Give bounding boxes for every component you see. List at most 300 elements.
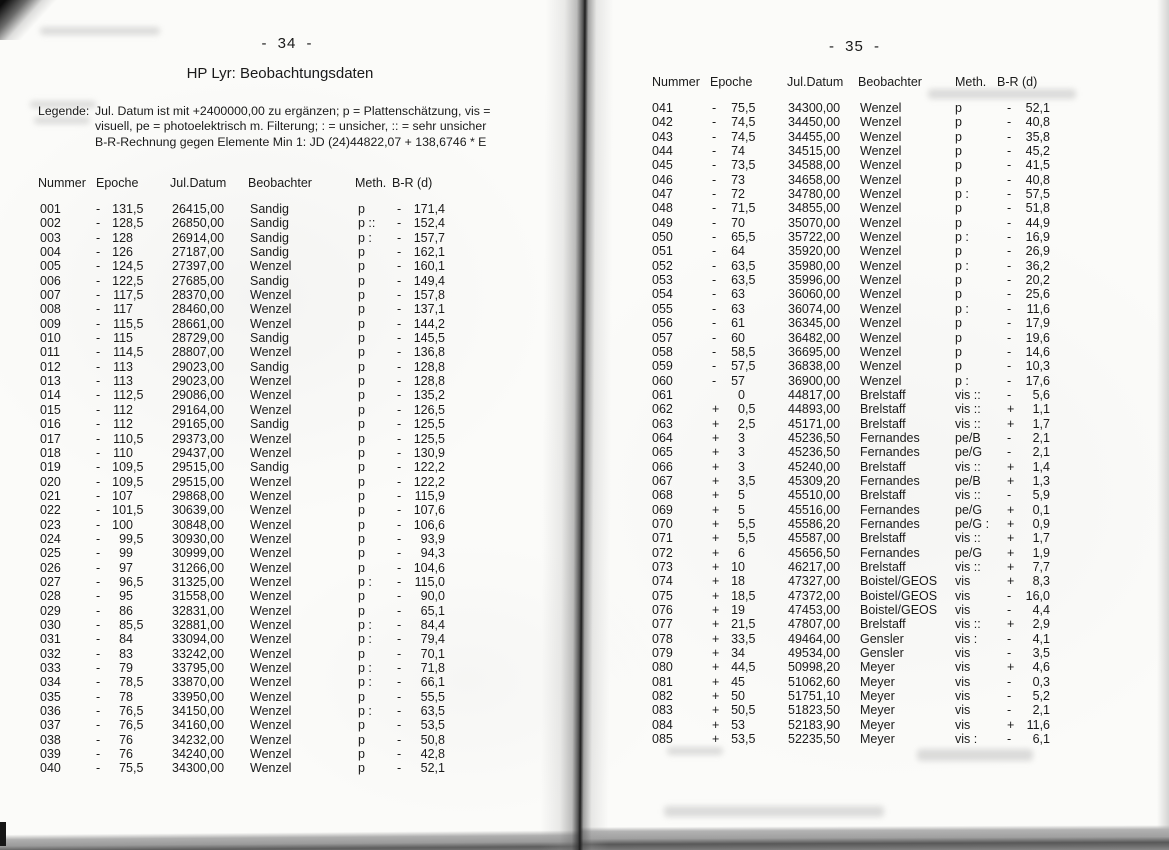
cell-epoche-sign: -: [96, 718, 101, 733]
cell-meth: p: [955, 316, 962, 331]
cell-br-sign: -: [397, 302, 402, 317]
table-row: [584, 101, 1169, 115]
cell-meth: p: [358, 560, 365, 575]
cell-jul-datum: 45510,00: [788, 488, 841, 503]
cell-meth: vis ::: [955, 560, 981, 574]
cell-nummer: 080: [652, 660, 673, 675]
cell-beobachter: Sandig: [250, 245, 289, 260]
cell-epoche-decimal: ,5: [745, 631, 756, 646]
cell-beobachter: Wenzel: [860, 215, 902, 230]
cell-epoche-value: 53: [731, 732, 745, 747]
cell-epoche-decimal: ,5: [133, 531, 144, 546]
cell-nummer: 055: [652, 301, 673, 316]
cell-nummer: 070: [652, 516, 673, 531]
cell-epoche-decimal: ,5: [745, 402, 756, 417]
cell-meth: vis: [955, 703, 971, 718]
cell-epoche-sign: +: [712, 717, 720, 732]
cell-jul-datum: 27685,00: [172, 273, 225, 288]
cell-meth: p: [358, 202, 365, 216]
cell-jul-datum: 36482,00: [788, 330, 841, 345]
cell-br-value: 93,9: [420, 531, 445, 546]
legend-label: Legende:: [38, 104, 90, 118]
cell-beobachter: Wenzel: [250, 732, 292, 747]
cell-meth: p: [955, 129, 962, 144]
cell-nummer: 049: [652, 215, 673, 230]
cell-meth: p :: [358, 617, 372, 632]
cell-beobachter: Wenzel: [250, 574, 292, 589]
cell-jul-datum: 36074,00: [788, 301, 841, 316]
cell-jul-datum: 29086,00: [172, 388, 225, 403]
cell-jul-datum: 29515,00: [172, 474, 225, 489]
cell-epoche-sign: -: [96, 316, 101, 331]
cell-beobachter: Fernandes: [860, 473, 920, 488]
cell-epoche-decimal: ,5: [133, 345, 144, 360]
cell-meth: p :: [955, 301, 969, 316]
cell-nummer: 037: [40, 718, 61, 733]
cell-br-sign: -: [397, 546, 402, 561]
cell-br-sign: -: [397, 488, 402, 503]
table-row: [0, 259, 584, 273]
cell-br-sign: +: [1007, 402, 1015, 417]
cell-jul-datum: 32881,00: [172, 617, 225, 632]
table-row: [584, 331, 1169, 345]
cell-epoche-value: 3: [738, 445, 745, 460]
cell-br-sign: -: [397, 474, 402, 489]
cell-epoche-value: 64: [731, 244, 745, 259]
cell-epoche-sign: -: [712, 373, 717, 388]
cell-epoche-value: 86: [119, 603, 133, 618]
cell-nummer: 025: [40, 546, 61, 561]
cell-epoche-value: 97: [119, 560, 133, 575]
cell-nummer: 073: [652, 560, 673, 574]
cell-br-value: 0,1: [1032, 502, 1050, 517]
cell-epoche-sign: -: [96, 488, 101, 503]
cell-br-sign: +: [1007, 560, 1015, 574]
cell-meth: vis ::: [955, 531, 981, 546]
cell-beobachter: Sandig: [250, 230, 289, 245]
table-row: [584, 130, 1169, 144]
cell-epoche-value: 99: [119, 546, 133, 561]
cell-epoche-value: 3: [738, 473, 745, 488]
table-row: [584, 488, 1169, 502]
cell-epoche-value: 115: [113, 331, 133, 346]
table-row: [0, 518, 584, 532]
cell-epoche-value: 113: [113, 359, 133, 374]
cell-epoche-sign: +: [712, 516, 720, 531]
cell-br-value: 2,9: [1032, 617, 1050, 632]
cell-epoche-decimal: ,5: [745, 473, 756, 488]
cell-nummer: 007: [40, 288, 61, 303]
cell-beobachter: Meyer: [860, 732, 895, 747]
cell-jul-datum: 32831,00: [172, 603, 225, 618]
cell-meth: p: [955, 115, 962, 130]
cell-br-value: 40,8: [1025, 172, 1050, 187]
cell-jul-datum: 45236,50: [788, 430, 841, 445]
cell-beobachter: Wenzel: [250, 474, 292, 489]
table-row: [584, 474, 1169, 488]
table-row: [0, 417, 584, 431]
cell-epoche-decimal: ,5: [133, 761, 144, 776]
cell-epoche-value: 74: [731, 144, 745, 159]
cell-nummer: 078: [652, 631, 673, 646]
cell-br-sign: -: [397, 560, 402, 575]
cell-jul-datum: 34515,00: [788, 144, 841, 159]
cell-meth: p: [358, 460, 365, 475]
table-row: [0, 460, 584, 474]
cell-jul-datum: 36695,00: [788, 344, 841, 359]
cell-meth: p: [358, 316, 365, 331]
cell-nummer: 079: [652, 646, 673, 661]
cell-epoche-sign: -: [96, 417, 101, 432]
cell-epoche-decimal: ,5: [133, 216, 144, 231]
cell-br-value: 152,4: [413, 216, 445, 231]
table-row: [584, 646, 1169, 660]
cell-br-sign: -: [397, 574, 402, 589]
cell-nummer: 084: [652, 717, 673, 732]
cell-epoche-value: 5: [738, 531, 745, 546]
cell-epoche-sign: -: [96, 661, 101, 675]
cell-nummer: 031: [40, 632, 61, 647]
cell-br-sign: +: [1007, 416, 1015, 431]
table-row: [0, 690, 584, 704]
cell-beobachter: Wenzel: [250, 761, 292, 776]
cell-epoche-value: 53: [731, 717, 745, 732]
cell-meth: p :: [358, 704, 372, 719]
cell-jul-datum: 34588,00: [788, 158, 841, 173]
cell-epoche-value: 63: [731, 273, 745, 288]
cell-nummer: 030: [40, 617, 61, 632]
table-row: [584, 589, 1169, 603]
cell-meth: p: [358, 388, 365, 403]
cell-meth: pe/B: [955, 430, 981, 445]
cell-epoche-value: 84: [119, 632, 133, 647]
cell-epoche-decimal: ,5: [745, 101, 756, 115]
cell-jul-datum: 34855,00: [788, 201, 841, 216]
table-row: [584, 359, 1169, 373]
cell-br-value: 44,9: [1025, 215, 1050, 230]
column-header-epoche: Epoche: [710, 75, 753, 89]
cell-beobachter: Brelstaff: [860, 488, 906, 503]
cell-jul-datum: 28807,00: [172, 345, 225, 360]
cell-beobachter: Brelstaff: [860, 402, 906, 417]
cell-epoche-sign: -: [712, 144, 717, 159]
cell-br-value: 157,7: [413, 230, 445, 245]
cell-br-sign: -: [1007, 732, 1012, 747]
cell-jul-datum: 45516,00: [788, 502, 841, 517]
cell-meth: p: [358, 732, 365, 747]
cell-br-sign: -: [397, 704, 402, 719]
cell-br-sign: -: [1007, 187, 1012, 202]
page-34: [0, 0, 584, 850]
cell-epoche-value: 78: [119, 689, 133, 704]
cell-nummer: 072: [652, 545, 673, 560]
cell-br-sign: +: [1007, 459, 1015, 474]
cell-nummer: 003: [40, 230, 61, 245]
cell-epoche-sign: +: [712, 430, 720, 445]
cell-epoche-decimal: ,5: [745, 230, 756, 245]
observation-table: [584, 101, 1169, 746]
cell-epoche-value: 96: [119, 574, 133, 589]
cell-epoche-value: 34: [731, 646, 745, 661]
table-row: [584, 144, 1169, 158]
cell-br-value: 135,2: [413, 388, 445, 403]
cell-meth: pe/G :: [955, 516, 990, 531]
cell-epoche-value: 73: [731, 158, 745, 173]
cell-jul-datum: 31558,00: [172, 589, 225, 604]
cell-epoche-sign: -: [96, 761, 101, 776]
cell-nummer: 015: [40, 402, 61, 417]
cell-epoche-sign: -: [712, 287, 717, 302]
cell-epoche-sign: -: [96, 374, 101, 389]
cell-epoche-value: 71: [731, 201, 745, 216]
cell-jul-datum: 45309,20: [788, 473, 841, 488]
cell-epoche-value: 124: [112, 259, 133, 274]
cell-jul-datum: 45236,50: [788, 445, 841, 460]
table-row: [584, 617, 1169, 631]
cell-jul-datum: 26415,00: [172, 202, 225, 216]
cell-br-sign: -: [397, 431, 402, 446]
cell-beobachter: Meyer: [860, 717, 895, 732]
table-row: [584, 374, 1169, 388]
cell-beobachter: Meyer: [860, 703, 895, 718]
cell-epoche-sign: -: [712, 316, 717, 331]
cell-meth: p: [955, 215, 962, 230]
cell-nummer: 074: [652, 574, 673, 589]
cell-jul-datum: 36060,00: [788, 287, 841, 302]
cell-nummer: 056: [652, 316, 673, 331]
cell-epoche-sign: -: [96, 603, 101, 618]
table-row: [0, 575, 584, 589]
cell-meth: p: [358, 331, 365, 346]
table-row: [584, 388, 1169, 402]
cell-br-sign: -: [1007, 588, 1012, 603]
cell-br-value: 8,3: [1032, 574, 1050, 589]
cell-epoche-sign: -: [96, 216, 101, 231]
cell-meth: p: [955, 101, 962, 115]
cell-epoche-sign: +: [712, 703, 720, 718]
cell-br-value: 144,2: [413, 316, 445, 331]
cell-br-value: 66,1: [420, 675, 445, 690]
cell-jul-datum: 51062,60: [788, 674, 841, 689]
cell-epoche-sign: -: [96, 359, 101, 374]
cell-epoche-sign: -: [712, 201, 717, 216]
cell-beobachter: Sandig: [250, 202, 289, 216]
cell-epoche-value: 117: [113, 302, 133, 317]
cell-beobachter: Fernandes: [860, 516, 920, 531]
cell-epoche-sign: -: [96, 474, 101, 489]
cell-meth: p: [358, 546, 365, 561]
cell-jul-datum: 35722,00: [788, 230, 841, 245]
table-row: [0, 589, 584, 603]
cell-jul-datum: 52235,50: [788, 732, 841, 747]
cell-jul-datum: 29165,00: [172, 417, 225, 432]
cell-nummer: 061: [652, 387, 673, 402]
cell-br-value: 1,1: [1032, 402, 1050, 417]
cell-meth: p: [955, 172, 962, 187]
cell-beobachter: Wenzel: [250, 488, 292, 503]
cell-br-value: 128,8: [413, 374, 445, 389]
cell-epoche-value: 110: [113, 445, 133, 460]
cell-br-sign: -: [397, 345, 402, 360]
cell-epoche-sign: -: [712, 258, 717, 273]
cell-beobachter: Wenzel: [250, 445, 292, 460]
cell-br-sign: -: [1007, 330, 1012, 345]
cell-nummer: 032: [40, 646, 61, 661]
cell-epoche-sign: -: [96, 531, 101, 546]
cell-beobachter: Wenzel: [250, 531, 292, 546]
cell-meth: vis ::: [955, 387, 981, 402]
cell-br-value: 1,3: [1032, 473, 1050, 488]
cell-epoche-value: 5: [738, 502, 745, 517]
cell-epoche-value: 76: [119, 718, 133, 733]
table-row: [0, 747, 584, 761]
legend-line: Jul. Datum ist mit +2400000,00 zu ergänzen; p = Plattenschätzung, vis =: [95, 104, 491, 118]
cell-br-value: 104,6: [413, 560, 445, 575]
cell-jul-datum: 29437,00: [172, 445, 225, 460]
cell-meth: p: [955, 273, 962, 288]
cell-br-value: 145,5: [413, 331, 445, 346]
cell-br-value: 1,4: [1032, 459, 1050, 474]
table-row: [584, 230, 1169, 244]
cell-epoche-sign: -: [96, 460, 101, 475]
cell-epoche-value: 101: [112, 503, 133, 518]
column-header-beobachter: Beobachter: [248, 176, 312, 190]
cell-br-sign: -: [1007, 359, 1012, 374]
cell-br-value: 137,1: [413, 302, 445, 317]
cell-br-value: 52,1: [420, 761, 445, 776]
table-row: [0, 489, 584, 503]
cell-br-sign: -: [1007, 129, 1012, 144]
cell-meth: p :: [955, 258, 969, 273]
cell-epoche-sign: -: [712, 344, 717, 359]
cell-meth: p: [358, 646, 365, 661]
table-row: [0, 274, 584, 288]
cell-meth: p: [955, 244, 962, 259]
cell-meth: vis :: [955, 732, 978, 747]
cell-nummer: 059: [652, 359, 673, 374]
table-header-row: [584, 75, 1169, 91]
cell-br-value: 122,2: [413, 460, 445, 475]
cell-meth: p: [358, 488, 365, 503]
cell-beobachter: Wenzel: [860, 373, 902, 388]
table-row: [0, 661, 584, 675]
cell-br-value: 17,9: [1025, 316, 1050, 331]
cell-epoche-sign: -: [96, 546, 101, 561]
cell-br-value: 16,0: [1025, 588, 1050, 603]
cell-epoche-sign: -: [712, 158, 717, 173]
cell-br-sign: -: [1007, 703, 1012, 718]
cell-br-value: 65,1: [420, 603, 445, 618]
cell-beobachter: Brelstaff: [860, 617, 906, 632]
cell-epoche-sign: -: [96, 704, 101, 719]
cell-epoche-decimal: ,5: [745, 531, 756, 546]
cell-jul-datum: 49464,00: [788, 631, 841, 646]
cell-epoche-value: 2: [738, 416, 745, 431]
cell-epoche-value: 5: [738, 488, 745, 503]
cell-nummer: 052: [652, 258, 673, 273]
cell-br-sign: +: [1007, 502, 1015, 517]
table-row: [0, 403, 584, 417]
cell-jul-datum: 46217,00: [788, 560, 841, 574]
cell-br-sign: +: [1007, 660, 1015, 675]
cell-nummer: 067: [652, 473, 673, 488]
cell-jul-datum: 31325,00: [172, 574, 225, 589]
cell-br-value: 79,4: [420, 632, 445, 647]
cell-epoche-decimal: ,5: [133, 259, 144, 274]
cell-epoche-decimal: ,5: [745, 273, 756, 288]
cell-nummer: 058: [652, 344, 673, 359]
cell-epoche-sign: -: [712, 187, 717, 202]
cell-beobachter: Meyer: [860, 674, 895, 689]
cell-br-sign: -: [397, 632, 402, 647]
cell-br-sign: -: [1007, 631, 1012, 646]
cell-jul-datum: 27397,00: [172, 259, 225, 274]
cell-epoche-value: 57: [731, 359, 745, 374]
cell-jul-datum: 35070,00: [788, 215, 841, 230]
cell-beobachter: Wenzel: [250, 617, 292, 632]
cell-meth: p: [358, 517, 365, 532]
cell-epoche-value: 126: [112, 245, 133, 260]
table-row: [584, 718, 1169, 732]
cell-br-value: 94,3: [420, 546, 445, 561]
cell-meth: vis ::: [955, 402, 981, 417]
cell-br-value: 14,6: [1025, 344, 1050, 359]
cell-br-sign: -: [1007, 344, 1012, 359]
cell-br-value: 4,6: [1032, 660, 1050, 675]
cell-meth: vis :: [955, 631, 978, 646]
cell-jul-datum: 45171,00: [788, 416, 841, 431]
cell-meth: p: [358, 761, 365, 776]
cell-epoche-value: 110: [113, 431, 133, 446]
cell-beobachter: Wenzel: [250, 388, 292, 403]
table-row: [584, 546, 1169, 560]
cell-epoche-sign: -: [96, 402, 101, 417]
cell-epoche-value: 128: [112, 230, 133, 245]
cell-epoche-value: 75: [119, 761, 133, 776]
legend-line: visuell, pe = photoelektrisch m. Filterung; : = unsicher, :: = sehr unsicher: [95, 119, 487, 134]
scan-artifact-right-edge-shadow: [1157, 0, 1169, 850]
cell-br-value: 2,1: [1032, 703, 1050, 718]
cell-jul-datum: 34780,00: [788, 187, 841, 202]
cell-br-sign: -: [1007, 273, 1012, 288]
cell-epoche-sign: -: [96, 589, 101, 604]
cell-beobachter: Wenzel: [250, 302, 292, 317]
cell-nummer: 077: [652, 617, 673, 632]
column-header-jul-datum: Jul.Datum: [170, 176, 227, 190]
cell-meth: vis ::: [955, 488, 981, 503]
cell-epoche-sign: +: [712, 488, 720, 503]
cell-beobachter: Wenzel: [860, 287, 902, 302]
cell-br-value: 11,6: [1026, 717, 1050, 732]
cell-jul-datum: 34450,00: [788, 115, 841, 130]
cell-epoche-value: 115: [113, 316, 133, 331]
cell-nummer: 066: [652, 459, 673, 474]
scan-artifact-book-gutter: [540, 0, 613, 850]
cell-beobachter: Wenzel: [860, 101, 902, 115]
table-row: [0, 632, 584, 646]
cell-beobachter: Meyer: [860, 689, 895, 704]
table-row: [0, 718, 584, 732]
cell-nummer: 039: [40, 747, 61, 762]
table-row: [584, 187, 1169, 201]
cell-meth: p :: [358, 230, 372, 245]
cell-jul-datum: 28460,00: [172, 302, 225, 317]
cell-jul-datum: 28729,00: [172, 331, 225, 346]
cell-meth: vis: [955, 660, 971, 675]
cell-jul-datum: 34300,00: [788, 101, 841, 115]
cell-jul-datum: 35996,00: [788, 273, 841, 288]
cell-nummer: 048: [652, 201, 673, 216]
